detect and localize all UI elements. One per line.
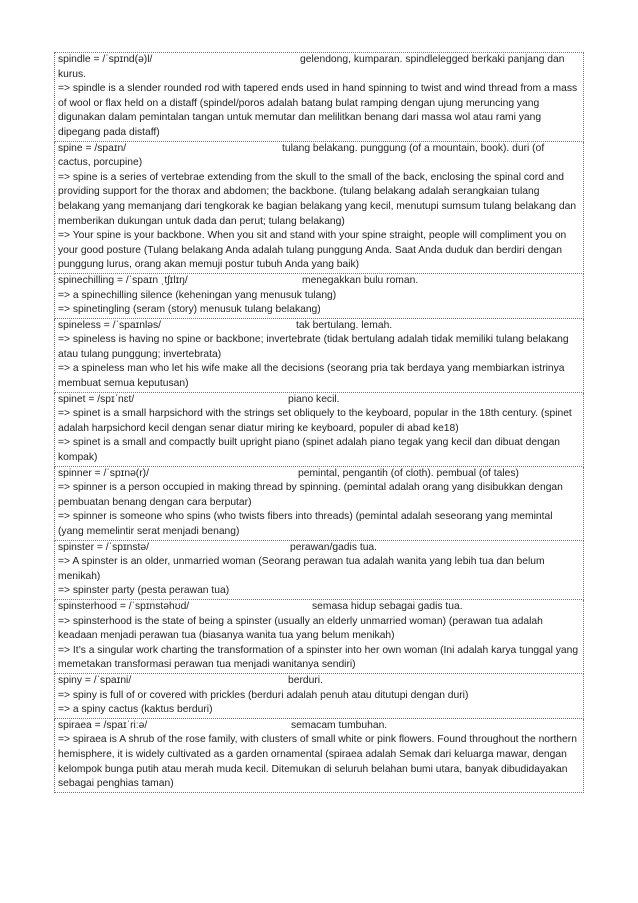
entry-gloss: piano kecil.	[288, 393, 340, 405]
entry-example: => spiraea is A shrub of the rose family, with clusters of small white or pink flowers. Found throughout the northern hemisphere, it is widely cultivated as a garden ornamental (spiraea adalah Semak dari keluarga mawar, dengan kelompok bunga putih atau merah muda kecil. Ditemukan di seluruh belahan bumi utara, banyak dibudidayakan sebagai penghias taman)	[58, 734, 577, 790]
entry-headword-line	[58, 719, 581, 734]
entry-example: => spineless is having no spine or backbone; invertebrate (tidak bertulang adalah tidak memiliki tulang belakang atau tulang punggung; invertebrata)	[58, 334, 569, 360]
dictionary-entry	[54, 393, 584, 467]
dictionary-page	[54, 52, 584, 793]
entry-headword-line	[58, 319, 581, 334]
entry-example: => It’s a singular work charting the transformation of a spinster into her own woman (Ini adalah karya tunggal yang memetakan transformasi perawan tua menjadi wanitanya sendiri)	[58, 644, 579, 671]
entry-example: => spinetingling (seram (story) menusuk tulang belakang)	[58, 304, 321, 316]
entry-headword-line	[58, 142, 581, 157]
entry-headword-line	[58, 393, 581, 408]
entry-example: => spinet is a small and compactly built upright piano (spinet adalah piano tegak yang kecil dan dibuat dengan kompak)	[58, 437, 561, 464]
entry-term: spinner = /ˈspɪnə(r)/	[58, 467, 149, 479]
dictionary-entry	[54, 319, 584, 393]
entry-example: => spine is a series of vertebrae extending from the skull to the small of the back, enclosing the spinal cord and providing support for the thorax and abdomen; the backbone. (tulang belakang adalah serangkaian tulang belakang yang memanjang dari tengkorak ke bagian belakang yang kecil, menutupi sumsum tulang belakang dan memberikan dukungan untuk dada dan perut; tulang belakang)	[58, 171, 577, 227]
entry-gloss-continued: kurus.	[58, 68, 87, 80]
entry-example: => a spineless man who let his wife make all the decisions (seorang pria tak berdaya yang membiarkan istrinya membuat semua keputusan)	[58, 363, 565, 390]
entry-term: spinet = /spɪˈnɛt/	[58, 393, 135, 405]
entry-gloss: pemintal, pengantih (of cloth). pembual (of tales)	[298, 467, 519, 479]
entry-example: => a spinechilling silence (keheningan yang menusuk tulang)	[58, 289, 337, 301]
entry-example: => spinet is a small harpsichord with the strings set obliquely to the keyboard, popular in the 18th century. (spinet adalah harpsichord kecil dengan senar diatur miring ke keyboard, populer di abad ke18)	[58, 408, 572, 434]
entry-example: => spinner is someone who spins (who twists fibers into threads) (pemintal adalah seseorang yang memintal (yang memelintir serat menjadi benang)	[58, 511, 553, 537]
dictionary-entry	[54, 719, 584, 793]
entry-term: spiraea = /spaɪˈriːə/	[58, 719, 148, 731]
entry-gloss: berduri.	[288, 674, 323, 686]
entry-gloss: menegakkan bulu roman.	[302, 274, 419, 286]
entry-gloss: semasa hidup sebagai gadis tua.	[312, 600, 463, 612]
entry-headword-line	[58, 674, 581, 689]
entry-example: => a spiny cactus (kaktus berduri)	[58, 704, 213, 716]
entry-gloss: perawan/gadis tua.	[290, 541, 378, 553]
entry-term: spinster = /ˈspɪnstə/	[58, 541, 149, 553]
entry-example: => spindle is a slender rounded rod with tapered ends used in hand spinning to twist and wind thread from a mass of wool or flax held on a distaff (spindel/poros adalah batang bulat ramping dengan ujung meruncing yang digunakan dalam pemintalan tangan untuk memutar dan melilitkan benang dari massa wol atau rami yang dipegang pada distaff)	[58, 83, 578, 138]
dictionary-entry	[54, 52, 584, 142]
dictionary-entry	[54, 274, 584, 319]
entry-term: spinsterhood = /ˈspɪnstəhʊd/	[58, 600, 190, 612]
entry-headword-line	[58, 541, 581, 556]
dictionary-entry	[54, 600, 584, 674]
entry-example: => spinsterhood is the state of being a spinster (usually an elderly unmarried woman) (perawan tua adalah keadaan menjadi perawan tua (biasanya wanita tua yang belum menikah)	[58, 615, 543, 642]
entry-gloss: tak bertulang. lemah.	[296, 319, 393, 331]
dictionary-entry	[54, 142, 584, 274]
entry-gloss: tulang belakang. punggung (of a mountain, book). duri (of	[282, 142, 545, 154]
dictionary-entry	[54, 541, 584, 600]
entry-headword-line	[58, 600, 581, 615]
entry-example: => A spinster is an older, unmarried woman (Seorang perawan tua adalah wanita yang lebih tua dan belum menikah)	[58, 556, 545, 582]
entry-term: spineless = /ˈspaɪnləs/	[58, 319, 161, 331]
entry-example: => spinster party (pesta perawan tua)	[58, 585, 230, 597]
entry-term: spinechilling = /ˈspaɪn ˌtʃɪlɪŋ/	[58, 274, 188, 286]
entry-headword-line	[58, 53, 581, 68]
entry-example: => Your spine is your backbone. When you sit and stand with your spine straight, people will compliment you on your good posture (Tulang belakang Anda adalah tulang punggung Anda. Saat Anda duduk dan berdiri dengan punggung lurus, orang akan memuji postur tubuh Anda yang baik)	[58, 230, 567, 271]
entry-gloss: semacam tumbuhan.	[291, 719, 388, 731]
dictionary-entry	[54, 467, 584, 541]
entry-gloss-continued: cactus, porcupine)	[58, 157, 143, 169]
dictionary-entry	[54, 674, 584, 719]
entry-term: spindle = /ˈspɪnd(ə)l/	[58, 54, 153, 65]
entry-term: spine = /spaɪn/	[58, 142, 127, 154]
entry-example: => spinner is a person occupied in making thread by spinning. (pemintal adalah orang yang disibukkan dengan pembuatan benang dengan cara berputar)	[58, 482, 563, 508]
entry-example: => spiny is full of or covered with prickles (berduri adalah penuh atau ditutupi dengan duri)	[58, 689, 469, 701]
entry-headword-line	[58, 467, 581, 482]
entry-term: spiny = /ˈspaɪni/	[58, 674, 132, 686]
entry-gloss: gelendong, kumparan. spindlelegged berkaki panjang dan	[300, 54, 565, 65]
entry-headword-line	[58, 274, 581, 289]
